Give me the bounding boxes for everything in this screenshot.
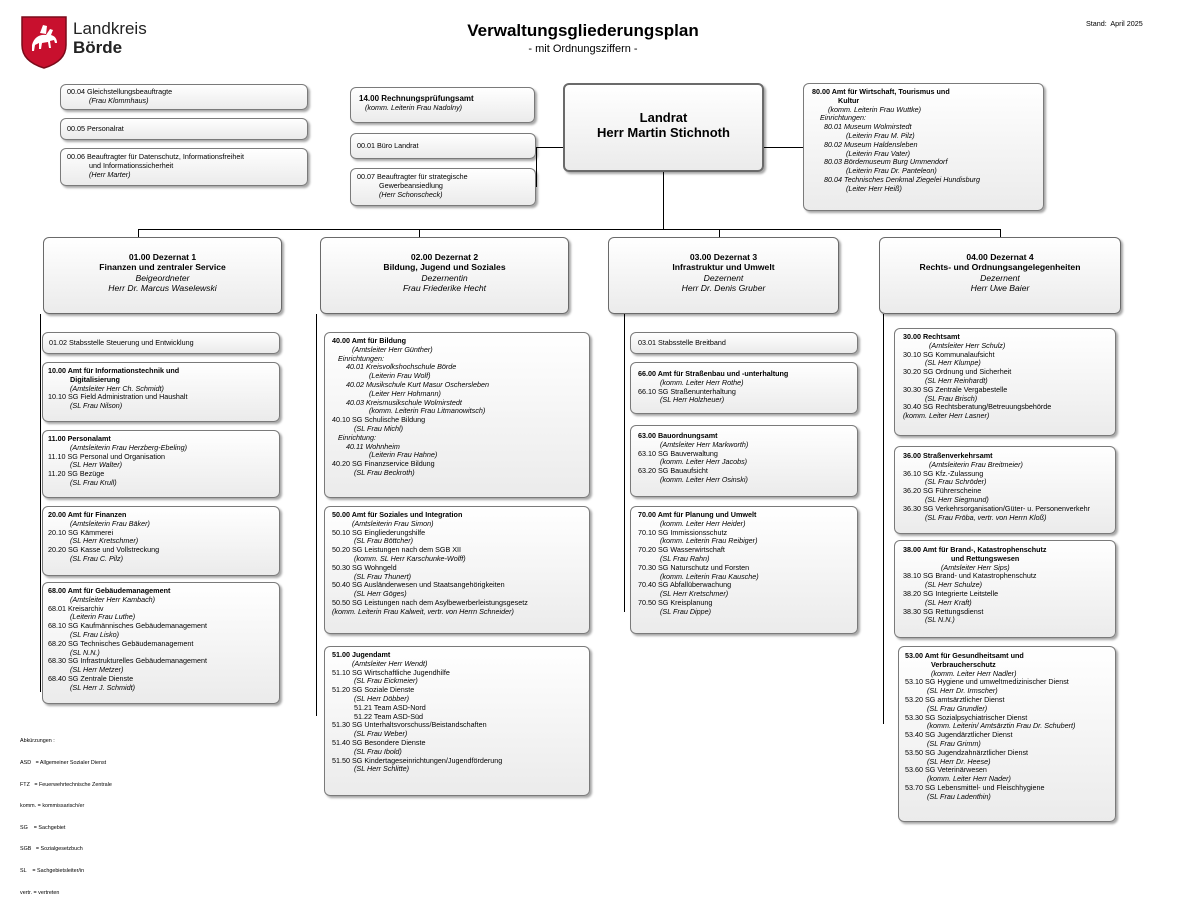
stabsstelle-label: 01.02 Stabsstelle Steuerung und Entwicklung [49, 338, 194, 347]
amt-head: (Amtsleiter Herr Schulz) [929, 340, 1006, 350]
amt-head: (Amtsleiter Herr Ch. Schmidt) [70, 383, 164, 393]
amt-head: (Amtsleiter Herr Wendt) [352, 658, 428, 668]
amt-item: (SL Herr Siegmund) [925, 494, 989, 504]
amt-item: (Leiterin Frau Dr. Panteleon) [846, 166, 937, 176]
amt-item: 11.20 SG Bezüge [48, 469, 105, 479]
amt-item: (Leiterin Frau Vater) [846, 148, 911, 158]
amt-item: 53.50 SG Jugendzahnärztlicher Dienst [905, 747, 1029, 757]
coat-of-arms-icon [20, 15, 68, 69]
dezernat-head: Frau Friederike Hecht [402, 283, 487, 294]
amt-head: (Amtsleiter Herr Kambach) [70, 594, 156, 604]
office-person: (Herr Schonscheck) [379, 189, 443, 199]
amt-item: 50.10 SG Eingliederungshilfe [332, 527, 426, 537]
amt-item: 70.50 SG Kreisplanung [638, 597, 713, 607]
dezernat-name: Rechts- und Ordnungsangelegenheiten [919, 262, 1081, 273]
amt-item: 80.01 Museum Wolmirstedt [824, 122, 912, 132]
county-name [73, 19, 147, 57]
dezernat-number: 01.00 Dezernat 1 [128, 252, 197, 262]
amt-title-cont: und Rettungswesen [951, 553, 1020, 563]
amt-item: (komm. Leiterin Frau Kausche) [660, 571, 759, 581]
amt-item: 70.40 SG Abfallüberwachung [638, 580, 732, 590]
amt-einrichtungen: Einrichtungen: [820, 113, 866, 123]
amt-item: 50.20 SG Leistungen nach dem SGB XII [332, 545, 462, 555]
amt-40-box [324, 332, 590, 498]
amt-item: 68.20 SG Technisches Gebäudemanagement [48, 638, 194, 648]
amt-item: (Leiter Herr Heiß) [846, 183, 902, 193]
dezernat-number: 03.00 Dezernat 3 [689, 252, 758, 262]
office-title: 14.00 Rechnungsprüfungsamt [359, 94, 474, 103]
amt-item: 51.22 Team ASD-Süd [354, 711, 423, 721]
amt-item: (SL Herr Metzer) [70, 665, 124, 675]
amt-title: 53.00 Amt für Gesundheitsamt und [905, 651, 1024, 660]
county-name-line2: Börde [73, 38, 123, 57]
abbreviations-legend [20, 724, 112, 904]
amt-item: (SL Frau Eickmeier) [354, 676, 418, 686]
amt-item: (SL Frau Brisch) [925, 393, 978, 403]
connector [40, 314, 41, 692]
amt-item: 63.10 SG Bauverwaltung [638, 448, 718, 458]
amt-item: 70.10 SG Immissionsschutz [638, 527, 728, 537]
amt-item: (SL Frau Böttcher) [354, 536, 413, 546]
connector [536, 147, 563, 148]
amt-item: 36.10 SG Kfz.-Zulassung [903, 468, 984, 478]
amt-item: 40.20 SG Finanzservice Bildung [332, 459, 435, 469]
amt-item: (Leiterin Frau Luthe) [70, 612, 136, 622]
amt-item: (komm. Leiter Herr Lasner) [903, 411, 990, 421]
amt-item: 51.21 Team ASD-Nord [354, 702, 426, 712]
amt-item: 30.30 SG Zentrale Vergabestelle [903, 384, 1008, 394]
amt-item: (SL Herr Schulze) [925, 580, 982, 590]
staff-datenschutz [60, 148, 308, 186]
amt-66-box [630, 362, 858, 414]
amt-title: 11.00 Personalamt [48, 434, 111, 443]
dezernat-number: 04.00 Dezernat 4 [966, 252, 1034, 262]
amt-item: 53.70 SG Lebensmittel- und Fleischhygiene [905, 782, 1045, 792]
amt-item: (SL Frau Thunert) [354, 571, 411, 581]
amt-item: 68.01 Kreisarchiv [48, 603, 104, 613]
amt-item: (SL Frau Beckroth) [354, 467, 415, 477]
amt-item: 68.40 SG Zentrale Dienste [48, 673, 134, 683]
amt-item: (SL Herr J. Schmidt) [70, 682, 135, 692]
amt-item: 53.30 SG Sozialpsychiatrischer Dienst [905, 712, 1028, 722]
landrat-name: Herr Martin Stichnoth [597, 125, 730, 140]
connector [138, 229, 1000, 230]
amt-item: (SL Herr Holzheuer) [660, 395, 725, 405]
amt-51-box [324, 646, 590, 796]
amt-50-box [324, 506, 590, 634]
amt-item: 20.10 SG Kämmerei [48, 527, 114, 537]
amt-item: (SL Frau Lisko) [70, 629, 119, 639]
amt-item: 30.40 SG Rechtsberatung/Betreuungsbehörde [903, 402, 1052, 412]
amt-item: (SL Frau C. Pilz) [70, 553, 123, 563]
amt-53-box [898, 646, 1116, 822]
amt-38-box [894, 540, 1116, 638]
amt-item: 51.20 SG Soziale Dienste [332, 685, 415, 695]
amt-item: (SL Herr Göges) [354, 589, 407, 599]
amt-20-box [42, 506, 280, 576]
connector [624, 314, 625, 612]
amt-item: 38.20 SG Integrierte Leitstelle [903, 588, 999, 598]
amt-item: (komm. SL Herr Karschunke-Wolff) [354, 553, 466, 563]
abbreviation-item: ASD = Allgemeiner Sozialer Dienst [20, 760, 107, 767]
amt-title: 63.00 Bauordnungsamt [638, 431, 718, 440]
stabsstelle-steuerung [42, 332, 280, 354]
gewerbeansiedlung [350, 168, 536, 206]
staff-person: (Frau Klommhaus) [89, 95, 149, 105]
amt-item: 51.40 SG Besondere Dienste [332, 737, 426, 747]
rechnungspruefungsamt [350, 87, 535, 123]
amt-item: 63.20 SG Bauaufsicht [638, 466, 708, 476]
amt-item: 70.20 SG Wasserwirtschaft [638, 545, 725, 555]
amt-head: (Amtsleiterin Frau Bäker) [70, 518, 150, 528]
amt-70-box [630, 506, 858, 634]
amt-item: (SL Herr Walter) [70, 460, 123, 470]
amt-item: (SL Frau Grimm) [927, 738, 981, 748]
amt-head: (Amtsleiterin Frau Breitmeier) [929, 459, 1023, 469]
amt-title: 68.00 Amt für Gebäudemanagement [48, 586, 171, 595]
amt-item: (komm. Leiterin Frau Reibiger) [660, 536, 758, 546]
abbreviations-heading: Abkürzungen : [20, 738, 55, 745]
amt-item: 80.04 Technisches Denkmal Ziegelei Hundisburg [824, 174, 980, 184]
amt-68-box [42, 582, 280, 704]
office-head: (komm. Leiterin Frau Nadolny) [365, 102, 463, 112]
amt-item: 40.10 SG Schulische Bildung [332, 415, 426, 425]
amt-item: (SL Frau Schröder) [925, 477, 987, 487]
amt-item: (SL Frau Ibold) [354, 746, 402, 756]
amt-item: (Leiterin Frau M. Pilz) [846, 130, 915, 140]
amt-11-box [42, 430, 280, 498]
amt-item: (SL Herr Kretschmer) [660, 589, 729, 599]
staff-label: 00.05 Personalrat [67, 124, 124, 133]
amt-item: (SL N.N.) [70, 647, 100, 657]
amt-item: 68.10 SG Kaufmännisches Gebäudemanagement [48, 621, 208, 631]
dezernat-role: Beigeordneter [135, 272, 190, 283]
amt-title: 10.00 Amt für Informationstechnik und [48, 366, 180, 375]
amt-item: 68.30 SG Infrastrukturelles Gebäudemanagement [48, 656, 208, 666]
amt-title: 66.00 Amt für Straßenbau und -unterhaltung [638, 369, 789, 378]
amt-item: (komm. Leiterin/ Amtsärztin Frau Dr. Schubert) [927, 721, 1076, 731]
amt-item: (SL Herr Dr. Irmscher) [927, 686, 998, 696]
amt-item: 50.30 SG Wohngeld [332, 562, 397, 572]
amt-item: (Leiterin Frau Wolf) [369, 371, 431, 381]
staff-person: (Herr Marter) [89, 169, 131, 179]
connector [663, 172, 664, 229]
county-name-line1: Landkreis [73, 19, 147, 38]
office-label: 00.01 Büro Landrat [357, 141, 419, 150]
amt-head: (Amtsleiterin Frau Simon) [352, 518, 434, 528]
amt-item: (SL N.N.) [925, 615, 955, 625]
abbreviation-item: SGB = Sozialgesetzbuch [20, 846, 83, 853]
dezernat-name: Bildung, Jugend und Soziales [383, 262, 506, 273]
amt-item: 40.03 Kreismusikschule Wolmirstedt [346, 397, 462, 407]
stabsstelle-label: 03.01 Stabsstelle Breitband [638, 338, 726, 347]
page-title: Verwaltungsgliederungsplan [467, 21, 699, 40]
amt-item: (SL Frau Ladenthin) [927, 791, 991, 801]
amt-item: (SL Herr Klumpe) [925, 358, 981, 368]
landrat-box [563, 83, 764, 172]
dezernat-head: Herr Dr. Denis Gruber [681, 283, 766, 294]
amt-item: 50.50 SG Leistungen nach dem Asylbewerberleistungsgesetz [332, 597, 528, 607]
amt-item: (SL Frau Weber) [354, 729, 408, 739]
amt-item: 80.03 Bördemuseum Burg Ummendorf [824, 157, 948, 167]
amt-item: 30.20 SG Ordnung und Sicherheit [903, 367, 1012, 377]
amt-item: (SL Frau Nilson) [70, 401, 123, 411]
dezernat-number: 02.00 Dezernat 2 [410, 252, 479, 262]
connector [764, 147, 803, 148]
amt-head: (Amtsleiter Herr Günther) [352, 344, 433, 354]
amt-item: (komm. Leiterin Frau Litmanowitsch) [369, 406, 486, 416]
amt-title: 40.00 Amt für Bildung [332, 336, 407, 345]
amt-head: (Amtsleiter Herr Markworth) [660, 439, 749, 449]
amt-item: (Leiterin Frau Hahne) [369, 450, 438, 460]
amt-head: (komm. Leiter Herr Rothe) [660, 377, 744, 387]
amt-80-box [803, 83, 1044, 211]
amt-item: 40.02 Musikschule Kurt Masur Oschersleben [346, 379, 490, 389]
amt-item: 30.10 SG Kommunalaufsicht [903, 349, 995, 359]
amt-head: (Amtsleiterin Frau Herzberg-Ebeling) [70, 442, 188, 452]
amt-item: (SL Herr Kraft) [925, 597, 972, 607]
amt-item: 53.10 SG Hygiene und umweltmedizinischer Dienst [905, 677, 1069, 687]
amt-item: 51.50 SG Kindertageseinrichtungen/Jugendförderung [332, 755, 503, 765]
abbreviation-item: vertr. = vertreten [20, 889, 60, 896]
amt-36-box [894, 446, 1116, 534]
office-label-cont: Gewerbeansiedlung [379, 180, 443, 190]
staff-label: 00.04 Gleichstellungsbeauftragte [67, 87, 173, 96]
amt-item: 40.11 Wohnheim [346, 441, 400, 451]
staff-label-cont: und Informationssicherheit [89, 160, 174, 170]
connector [316, 314, 317, 716]
amt-item: (komm. Leiter Herr Osinski) [660, 474, 748, 484]
amt-item: (komm. Leiterin Frau Kalweit, vertr. von Herrn Schneider) [332, 606, 514, 616]
amt-item: 40.01 Kreisvolkshochschule Börde [346, 362, 457, 372]
amt-item: 36.30 SG Verkehrsorganisation/Güter- u. Personenverkehr [903, 503, 1090, 513]
amt-item: (SL Frau Rahn) [660, 553, 710, 563]
amt-title: 50.00 Amt für Soziales und Integration [332, 510, 463, 519]
dezernat-1-box [43, 237, 282, 314]
dezernat-3-box [608, 237, 839, 314]
amt-10-box [42, 362, 280, 422]
office-label: 00.07 Beauftragter für strategische [357, 172, 468, 181]
amt-item: (SL Herr Reinhardt) [925, 375, 988, 385]
connector [883, 314, 884, 724]
amt-item: (SL Herr Döbber) [354, 693, 409, 703]
amt-item: (SL Herr Kretschmer) [70, 536, 139, 546]
stand-date: Stand: April 2025 [1086, 19, 1143, 28]
amt-item: (SL Herr Dr. Heese) [927, 756, 991, 766]
amt-item: (Leiter Herr Hohmann) [369, 388, 441, 398]
amt-item: 51.30 SG Unterhaltsvorschuss/Beistandschaften [332, 720, 487, 730]
amt-item: (SL Frau Grundler) [927, 703, 988, 713]
amt-item: (SL Frau Dippe) [660, 606, 712, 616]
amt-item: (komm. Leiter Herr Jacobs) [660, 457, 748, 467]
abbreviation-item: SG = Sachgebiet [20, 824, 66, 831]
amt-item: (SL Frau Krull) [70, 477, 117, 487]
amt-head: (komm. Leiter Herr Nadler) [931, 668, 1017, 678]
connector [536, 147, 537, 187]
amt-item: 20.20 SG Kasse und Vollstreckung [48, 545, 160, 555]
staff-label: 00.06 Beauftragter für Datenschutz, Informationsfreiheit [67, 152, 244, 161]
county-logo [20, 15, 68, 69]
amt-item: Einrichtungen: [338, 353, 384, 363]
amt-item: 11.10 SG Personal und Organisation [48, 451, 165, 461]
amt-item: 51.10 SG Wirtschaftliche Jugendhilfe [332, 667, 450, 677]
amt-head: (komm. Leiter Herr Heider) [660, 518, 746, 528]
staff-gleichstellung [60, 84, 308, 110]
amt-item: 53.40 SG Jugendärztlicher Dienst [905, 730, 1013, 740]
amt-item: 70.30 SG Naturschutz und Forsten [638, 562, 750, 572]
amt-item: 53.60 SG Veterinärwesen [905, 765, 987, 775]
buero-landrat [350, 133, 536, 159]
dezernat-2-box [320, 237, 569, 314]
amt-item: 38.10 SG Brand- und Katastrophenschutz [903, 571, 1037, 581]
amt-title-cont: Verbraucherschutz [931, 659, 996, 669]
dezernat-4-box [879, 237, 1121, 314]
amt-title: 30.00 Rechtsamt [903, 332, 960, 341]
amt-item: (SL Frau Fröba, vertr. von Herrn Kloß) [925, 512, 1047, 522]
amt-item: 53.20 SG amtsärztlicher Dienst [905, 694, 1005, 704]
amt-63-box [630, 425, 858, 497]
amt-item: 80.02 Museum Haldensleben [824, 139, 918, 149]
amt-title: 80.00 Amt für Wirtschaft, Tourismus und [812, 87, 950, 96]
amt-head: (komm. Leiterin Frau Wuttke) [828, 104, 922, 114]
dezernat-head: Herr Uwe Baier [970, 283, 1030, 294]
amt-item: Einrichtung: [338, 432, 376, 442]
amt-title: 70.00 Amt für Planung und Umwelt [638, 510, 757, 519]
amt-title: 38.00 Amt für Brand-, Katastrophenschutz [903, 545, 1047, 554]
abbreviation-item: komm. = kommissarisch/er [20, 803, 85, 810]
amt-item: (SL Frau Michl) [354, 423, 403, 433]
page-subtitle: - mit Ordnungsziffern - [528, 43, 638, 55]
dezernat-name: Infrastruktur und Umwelt [672, 262, 775, 273]
amt-item: (SL Herr Schlitte) [354, 764, 409, 774]
amt-item: 36.20 SG Führerscheine [903, 486, 982, 496]
abbreviation-item: FTZ = Feuerwehrtechnische Zentrale [20, 781, 112, 788]
dezernat-role: Dezernent [980, 272, 1020, 283]
amt-item: 50.40 SG Ausländerwesen und Staatsangehörigkeiten [332, 580, 505, 590]
landrat-title: Landrat [639, 110, 688, 125]
staff-personalrat [60, 118, 308, 140]
amt-item: 10.10 SG Field Administration und Haushalt [48, 392, 188, 402]
dezernat-name: Finanzen und zentraler Service [99, 262, 226, 273]
amt-30-box [894, 328, 1116, 436]
amt-title: 36.00 Straßenverkehrsamt [903, 451, 993, 460]
amt-item: 38.30 SG Rettungsdienst [903, 606, 984, 616]
amt-title-cont: Kultur [838, 95, 860, 105]
abbreviation-item: SL = Sachgebietsleiter/in [20, 868, 85, 875]
amt-title: 20.00 Amt für Finanzen [48, 510, 127, 519]
amt-item: 66.10 SG Straßenunterhaltung [638, 386, 736, 396]
stabsstelle-breitband [630, 332, 858, 354]
amt-title-cont: Digitalisierung [70, 374, 120, 384]
dezernat-role: Dezernent [703, 272, 744, 283]
dezernat-head: Herr Dr. Marcus Waselewski [108, 283, 217, 294]
amt-item: (komm. Leiter Herr Nader) [927, 774, 1011, 784]
amt-title: 51.00 Jugendamt [332, 650, 391, 659]
amt-head: (Amtsleiter Herr Sips) [941, 562, 1010, 572]
dezernat-role: Dezernentin [421, 272, 468, 283]
